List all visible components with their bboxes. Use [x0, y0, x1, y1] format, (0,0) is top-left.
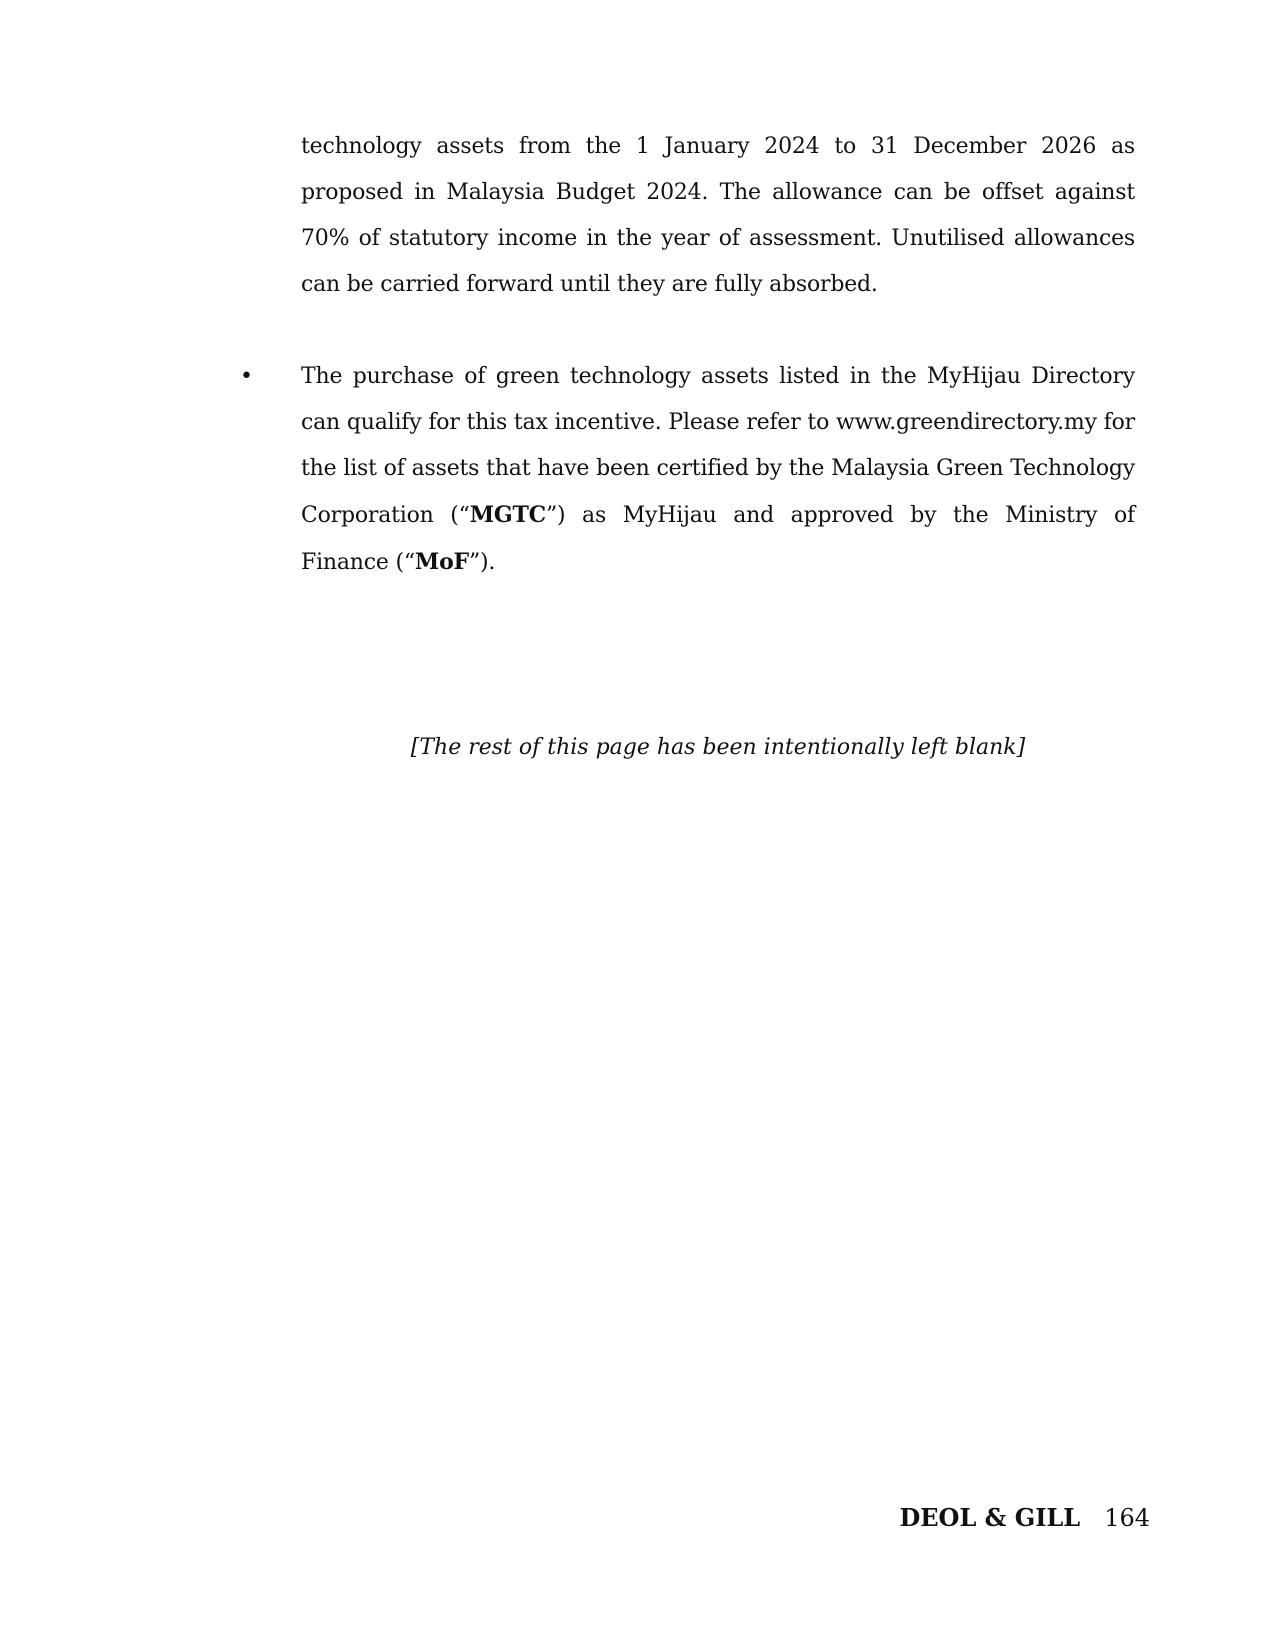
paragraph-text-segment: The purchase of green technology assets listed in the MyHijau Directory can qualify for this tax incentive. Please refer to www.greendirectory.my for the list of assets that have been certified by the Malaysia Green Technology Corporation (“ — [301, 364, 1135, 528]
intentionally-blank-note: [The rest of this page has been intentionally left blank] — [410, 735, 1026, 760]
footer-page-number: 164 — [1104, 1504, 1150, 1532]
paragraph-text-segment: ”) as MyHijau and approved by the Ministry of Finance (“ — [301, 503, 1135, 575]
abbreviation-mgtc: MGTC — [469, 502, 546, 528]
bullet-marker: • — [240, 364, 253, 389]
paragraph-myhijau-directory — [301, 354, 1135, 586]
abbreviation-mof: MoF — [414, 549, 469, 575]
paragraph-green-technology-allowance: technology assets from the 1 January 2024 to 31 December 2026 as proposed in Malaysia Budget 2024. The allowance can be offset against 70% of statutory income in the year of assessment. Unutilised allowances can be carried forward until they are fully absorbed. — [301, 134, 1135, 297]
paragraph-text-segment: ”). — [468, 550, 496, 575]
footer-firm-name: DEOL & GILL — [899, 1503, 1081, 1532]
page-footer — [860, 1500, 1150, 1536]
